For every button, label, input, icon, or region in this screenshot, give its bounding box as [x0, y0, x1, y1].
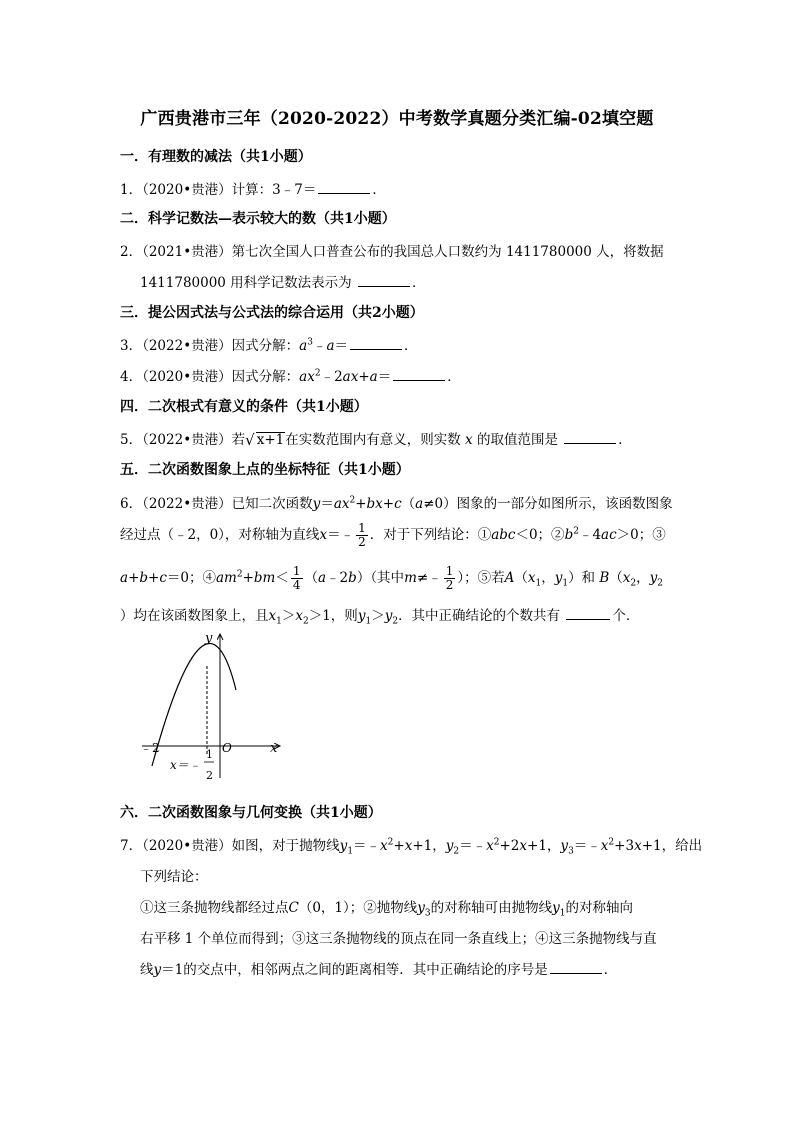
question-2-line-1: 2．（2021•贵港）第七次全国人口普查公布的我国总人口数约为 1411780000 人，将数据 — [120, 244, 664, 260]
section-heading-6: 六．二次函数图象与几何变换（共1小题） — [120, 805, 382, 821]
x-axis-label: x — [270, 741, 278, 756]
answer-blank — [350, 337, 402, 350]
section-heading-1: 一．有理数的减法（共1小题） — [120, 149, 312, 165]
question-7-line-3: ①这三条抛物线都经过点C（0，1）；②抛物线$y_3$的对称轴可由抛物线$y_1$的对称轴向 — [140, 900, 634, 919]
question-4: 4．（2020•贵港）因式分解：$ax^2﹣2ax+a=$ ． — [120, 368, 461, 385]
answer-blank — [566, 607, 610, 620]
question-6-line-1: 6．（2022•贵港）已知二次函数$y=ax^2+bx+c(a\ne 0)$图象的一部分如图所示，该函数图象 — [120, 495, 673, 512]
question-6-line-4: ）均在该函数图象上，且$x_1>x_2>1$，则$y_1>y_2$．其中正确结论的个数共有 个． — [120, 608, 640, 627]
answer-blank — [564, 431, 616, 444]
question-3: 3．（2022•贵港）因式分解：$a^3﹣a=$ ． — [120, 337, 418, 354]
answer-blank — [318, 181, 370, 194]
question-2-line-2: 1411780000 用科学记数法表示为 ． — [140, 275, 426, 291]
question-1: 1．（2020•贵港）计算：3﹣7＝ ． — [120, 182, 386, 198]
question-7-line-2: 下列结论： — [140, 869, 208, 885]
page-title: 广西贵港市三年（2020-2022）中考数学真题分类汇编-02填空题 — [140, 109, 654, 129]
y-axis-label: y — [205, 631, 213, 646]
fraction-denominator: 2 — [206, 769, 213, 782]
origin-label: O — [222, 741, 232, 755]
question-7-line-1: 7．（2020•贵港）如图，对于抛物线$y_1=﹣x^2+x+1$，$y_2=﹣x^2+2x+1$，$y_3=﹣x^2+3x+1$，给出 — [120, 837, 703, 857]
question-6-line-3: a+b+c＝0；$④am^2+bm<$ $\frac{1}{4}$ （a﹣2b）（其中m≠﹣ $\frac{1}{2}$ ）；⑤若$A(x_1$，$y_1$）和 $B(x_2$，$y_2$ — [120, 564, 664, 592]
section-heading-3: 三．提公因式法与公式法的综合运用（共2小题） — [120, 305, 424, 321]
section-heading-2: 二．科学记数法—表示较大的数（共1小题） — [120, 211, 396, 227]
parabola-graph — [138, 628, 288, 788]
question-5: 5．（2022•贵港）若√ x+1在实数范围内有意义，则实数 x 的取值范围是 ． — [120, 431, 632, 449]
symmetry-axis-equation: x＝﹣ — [170, 758, 201, 772]
fraction-numerator: 1 — [206, 748, 213, 761]
answer-blank — [393, 368, 445, 381]
question-6-line-2: 经过点（﹣2，0），对称轴为直线x＝﹣ $\frac{1}{2}$ ．对于下列结论：①abc＜0；$②b^2﹣4ac>0$；③ — [120, 521, 666, 549]
answer-blank — [358, 274, 410, 287]
question-7-line-5: 线y＝1的交点中，相邻两点之间的距离相等．其中正确结论的序号是 ． — [140, 962, 618, 978]
neg-two-label: ﹣2 — [140, 741, 160, 755]
answer-blank — [550, 961, 602, 974]
section-heading-4: 四．二次根式有意义的条件（共1小题） — [120, 399, 368, 415]
section-heading-5: 五．二次函数图象上点的坐标特征（共1小题） — [120, 462, 410, 478]
question-7-line-4: 右平移 1 个单位而得到；③这三条抛物线的顶点在同一条直线上；④这三条抛物线与直 — [140, 931, 657, 947]
